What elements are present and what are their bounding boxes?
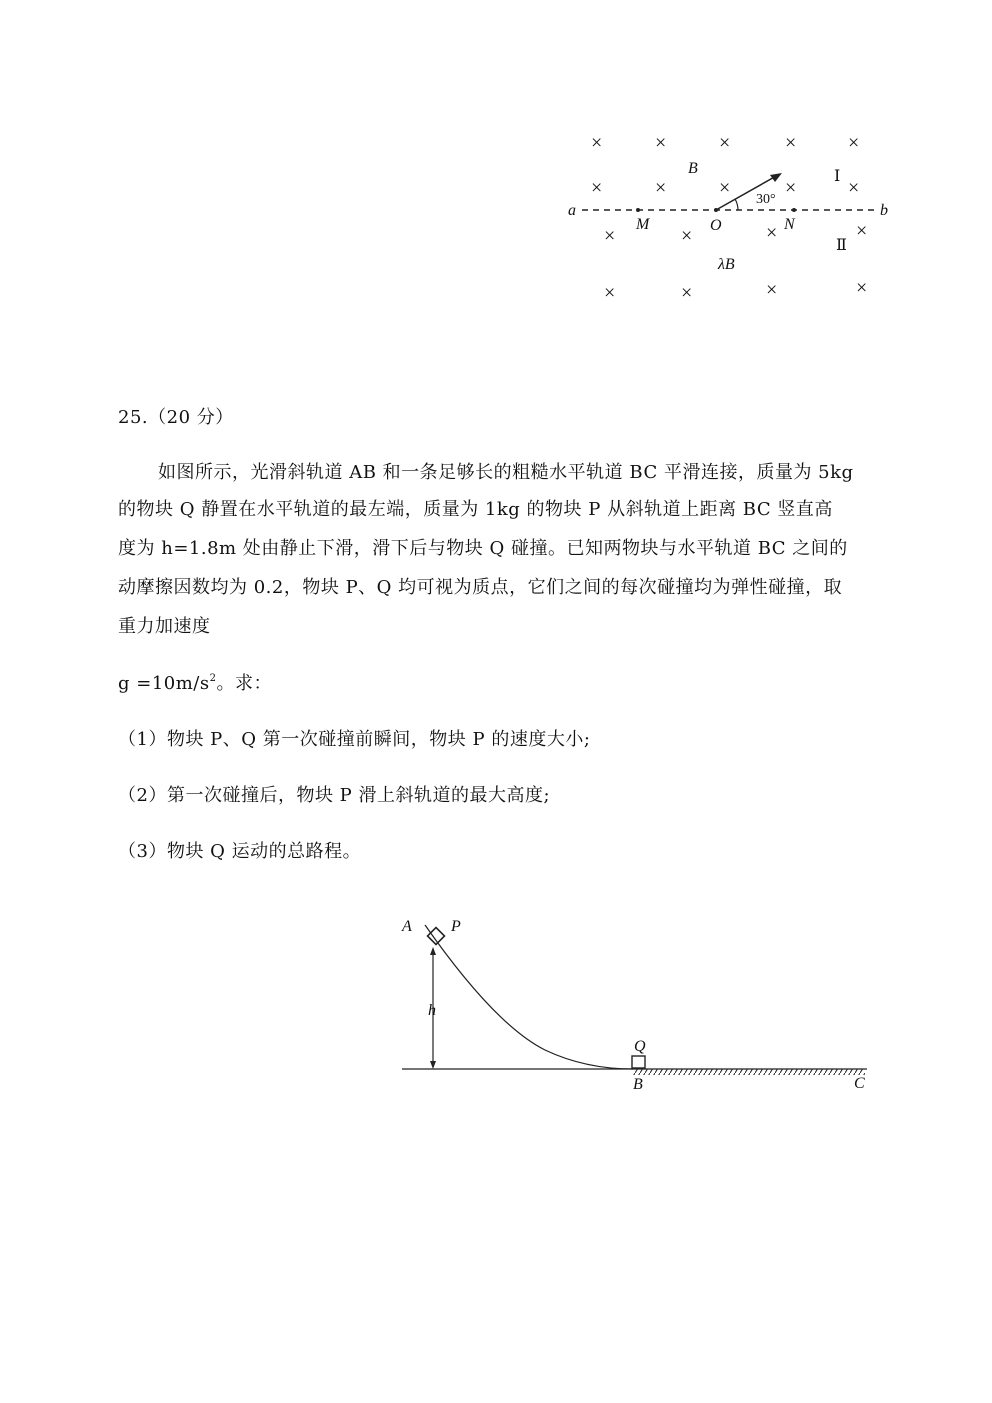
cross-mark: × <box>655 177 667 199</box>
arrow-head <box>770 173 782 182</box>
label-o: O <box>710 217 722 234</box>
question-3: （3）物块 Q 运动的总路程。 <box>118 841 362 862</box>
label-n: N <box>784 216 795 233</box>
label-region-1: Ⅰ <box>834 168 841 185</box>
label-q: Q <box>634 1038 646 1055</box>
gravity-value: g =10m/s <box>118 673 210 694</box>
magnetic-field-figure <box>560 125 900 315</box>
point-n <box>792 208 796 212</box>
cross-mark: × <box>681 225 693 247</box>
angle-arc <box>735 199 738 210</box>
gravity-line <box>118 672 272 696</box>
cross-mark: × <box>604 282 616 304</box>
label-c: C <box>854 1075 865 1092</box>
problem-line-1: 如图所示，光滑斜轨道 AB 和一条足够长的粗糙水平轨道 BC 平滑连接，质量为 5kg <box>158 462 854 483</box>
label-angle: 30° <box>756 192 776 207</box>
cross-mark: × <box>655 132 667 154</box>
cross-mark: × <box>785 132 797 154</box>
problem-line-5: 重力加速度 <box>118 616 211 637</box>
label-b-end: b <box>880 202 888 219</box>
label-h: h <box>428 1002 436 1019</box>
problem-heading: 25.（20 分） <box>118 407 234 428</box>
point-m <box>636 208 640 212</box>
height-arrow-bottom <box>430 1061 436 1069</box>
cross-mark: × <box>856 220 868 242</box>
gravity-suffix: 。求： <box>216 673 272 694</box>
problem-line-3: 度为 h=1.8m 处由静止下滑，滑下后与物块 Q 碰撞。已知两物块与水平轨道 BC 之间的 <box>118 538 848 559</box>
cross-mark: × <box>856 277 868 299</box>
question-2: （2）第一次碰撞后，物块 P 滑上斜轨道的最大高度; <box>118 785 551 806</box>
label-field-b: B <box>688 160 698 177</box>
cross-mark: × <box>785 177 797 199</box>
cross-mark: × <box>591 177 603 199</box>
cross-mark: × <box>848 132 860 154</box>
label-p: P <box>451 918 461 935</box>
problem-line-2: 的物块 Q 静置在水平轨道的最左端，质量为 1kg 的物块 P 从斜轨道上距离 BC 竖直高 <box>118 499 833 520</box>
label-region-2: Ⅱ <box>836 237 847 254</box>
cross-mark: × <box>681 282 693 304</box>
cross-mark: × <box>766 222 778 244</box>
cross-mark: × <box>848 177 860 199</box>
gravity-exponent: 2 <box>209 673 217 684</box>
block-q <box>632 1056 645 1068</box>
label-b: B <box>633 1076 643 1093</box>
cross-mark: × <box>766 279 778 301</box>
label-a: a <box>568 202 576 219</box>
cross-mark: × <box>719 177 731 199</box>
cross-mark: × <box>719 132 731 154</box>
cross-mark: × <box>591 132 603 154</box>
rough-track-hatching <box>633 1069 865 1075</box>
height-arrow-top <box>430 947 436 955</box>
problem-line-4: 动摩擦因数均为 0.2，物块 P、Q 均可视为质点，它们之间的每次碰撞均为弹性碰撞，取 <box>118 577 843 598</box>
label-a: A <box>402 918 412 935</box>
label-m: M <box>636 216 650 233</box>
block-p <box>428 928 445 945</box>
incline-track-ab <box>425 925 633 1069</box>
field-cross-marks <box>591 132 867 304</box>
label-field-lambda-b: λB <box>718 256 735 273</box>
track-figure <box>395 905 875 1095</box>
cross-mark: × <box>604 225 616 247</box>
question-1: （1）物块 P、Q 第一次碰撞前瞬间，物块 P 的速度大小; <box>118 729 591 750</box>
